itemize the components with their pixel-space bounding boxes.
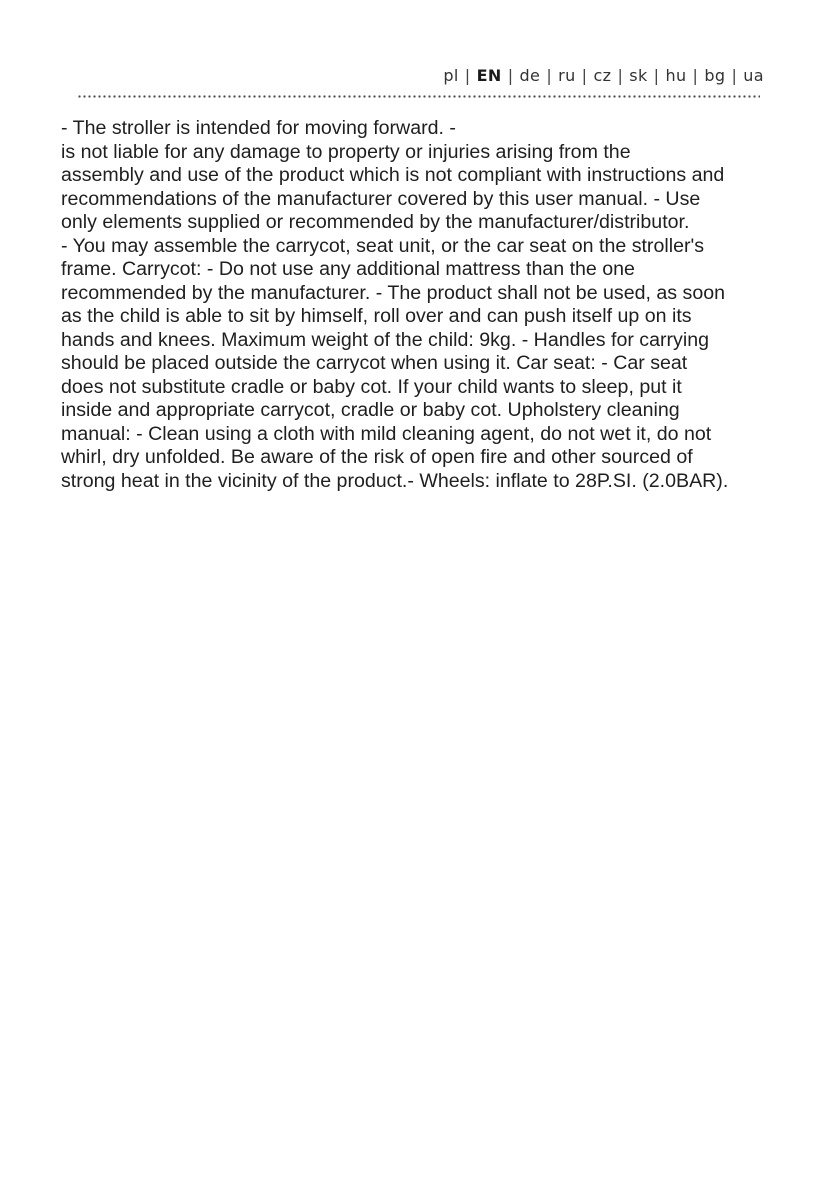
language-separator: | xyxy=(546,66,553,85)
language-separator: | xyxy=(653,66,660,85)
language-separator: | xyxy=(581,66,588,85)
text-line: recommendations of the manufacturer covered by this user manual. - Use xyxy=(61,187,701,210)
language-option-ua[interactable]: ua xyxy=(743,66,764,85)
text-line: frame. Carrycot: - Do not use any additional mattress than the one xyxy=(61,258,635,280)
text-line: is not liable for any damage to property or injuries arising from the xyxy=(61,140,631,163)
text-line: as the child is able to sit by himself, roll over and can push itself up on its xyxy=(61,305,692,327)
language-option-de[interactable]: de xyxy=(519,66,541,85)
text-line: inside and appropriate carrycot, cradle or baby cot. Upholstery cleaning xyxy=(61,399,680,421)
text-line: - The stroller is intended for moving forward. - xyxy=(61,117,456,139)
language-option-sk[interactable]: sk xyxy=(629,66,648,85)
dotted-divider xyxy=(77,95,760,98)
language-separator: | xyxy=(464,66,471,85)
text-line: only elements supplied or recommended by the manufacturer/distributor. xyxy=(61,211,690,233)
text-line: recommended by the manufacturer. - The product shall not be used, as soon xyxy=(61,281,726,304)
language-separator: | xyxy=(617,66,624,85)
language-option-hu[interactable]: hu xyxy=(665,66,687,85)
language-separator: | xyxy=(692,66,699,85)
language-selector xyxy=(443,66,764,85)
language-option-cz[interactable]: cz xyxy=(593,66,612,85)
language-option-ru[interactable]: ru xyxy=(558,66,576,85)
text-line: - You may assemble the carrycot, seat unit, or the car seat on the stroller's xyxy=(61,234,705,257)
text-line: manual: - Clean using a cloth with mild cleaning agent, do not wet it, do not xyxy=(61,422,712,445)
instructions-text xyxy=(61,117,791,493)
language-option-en[interactable]: EN xyxy=(476,66,502,85)
text-line: strong heat in the vicinity of the product.- Wheels: inflate to 28P.SI. (2.0BAR). xyxy=(61,469,729,492)
language-separator: | xyxy=(507,66,514,85)
text-line: assembly and use of the product which is not compliant with instructions and xyxy=(61,164,725,186)
text-line: hands and knees. Maximum weight of the child: 9kg. - Handles for carrying xyxy=(61,328,710,351)
text-line: does not substitute cradle or baby cot. If your child wants to sleep, put it xyxy=(61,375,682,398)
language-option-pl[interactable]: pl xyxy=(443,66,459,85)
text-line: whirl, dry unfolded. Be aware of the risk of open fire and other sourced of xyxy=(61,446,693,468)
language-option-bg[interactable]: bg xyxy=(704,66,726,85)
language-separator: | xyxy=(731,66,738,85)
text-line: should be placed outside the carrycot when using it. Car seat: - Car seat xyxy=(61,352,688,374)
